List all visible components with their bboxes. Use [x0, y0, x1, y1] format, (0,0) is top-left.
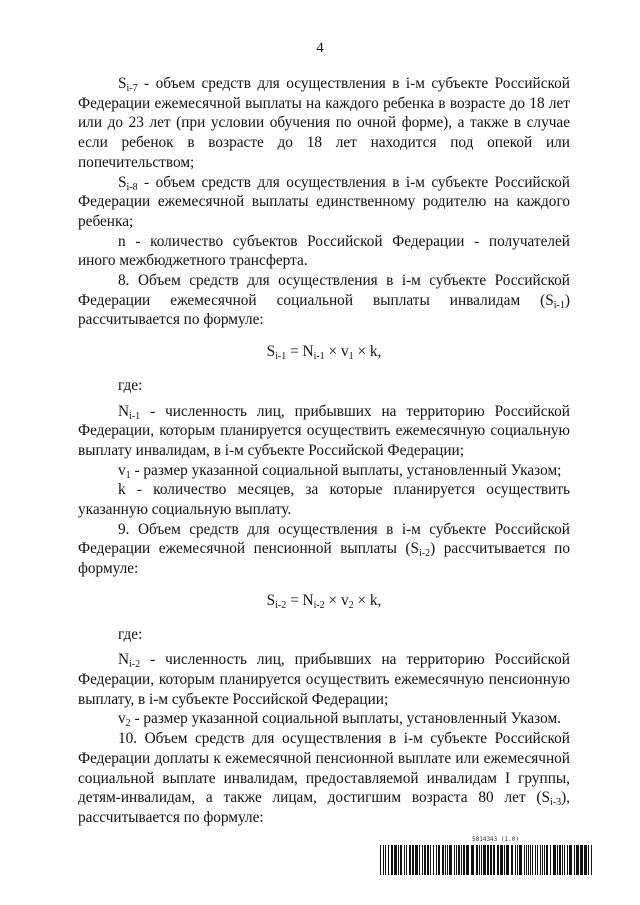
- paragraph-text: ) рассчитывается по формуле:: [78, 291, 570, 329]
- paragraph-9: [78, 520, 570, 579]
- definition-v-2: [78, 709, 570, 729]
- where-label: где:: [118, 376, 143, 394]
- symbol: N: [118, 651, 130, 669]
- paragraph-text: 8. Объем средств для осуществления в i-м субъекте Российской Федерации ежемесячной социальной выплаты инвалидам (S: [78, 272, 570, 309]
- document-body: [78, 74, 570, 828]
- paragraph-text: - размер указанной социальной выплаты, установленный Указом.: [130, 710, 561, 728]
- formula-subscript: i-1: [313, 351, 325, 363]
- formula-subscript: 2: [348, 599, 354, 611]
- symbol-subscript: i-8: [126, 181, 138, 193]
- symbol: v: [118, 710, 126, 728]
- formula-s-i-1: [78, 342, 570, 362]
- paragraph-text: 10. Объем средств для осуществления в i-м субъекте Российской Федерации доплаты к ежемесячной пенсионной выплате или ежемесячной социальной выплате инвалидам, предоставляемой инвалидам I группы, детям-инвалидам, а также лицам, достигшим возраста 80 лет (S: [78, 730, 570, 807]
- paragraph-text: - объем средств для осуществления в i-м субъекте Российской Федерации ежемесячной выплаты единственному родителю на каждого ребенка;: [78, 173, 570, 230]
- symbol: S: [118, 75, 127, 92]
- paragraph-text: ), рассчитывается по формуле:: [78, 789, 570, 826]
- formula-symbol: S: [266, 343, 276, 361]
- formula-subscript: 1: [348, 351, 354, 363]
- symbol-subscript: 2: [125, 718, 131, 730]
- symbol: v: [118, 461, 126, 479]
- barcode-code: 5814343 (1.0): [472, 836, 519, 843]
- formula-part: × v: [324, 591, 349, 609]
- definition-k: [78, 480, 570, 519]
- formula-subscript: i-1: [275, 351, 287, 363]
- page-number: 4: [316, 40, 324, 56]
- where-label: где:: [118, 625, 143, 643]
- symbol-subscript: i-7: [126, 83, 138, 94]
- symbol-subscript: 1: [125, 469, 131, 481]
- barcode-icon: [380, 845, 592, 875]
- paragraph-text: - численность лиц, прибывших на территорию Российской Федерации, которым планируется осуществить ежемесячную пенсионную выплату, в i-м субъекте Российской Федерации;: [78, 651, 570, 708]
- paragraph-text: - численность лиц, прибывших на территорию Российской Федерации, которым планируется осуществить ежемесячную социальную выплату инвалидам, в i-м субъекте Российской Федерации;: [78, 402, 570, 459]
- paragraph-text: - объем средств для осуществления в i-м субъекте Российской Федерации ежемесячной выплаты на каждого ребенка в возрасте до 18 лет или до 23 лет (при условии обучения по очной форме), а также в случае если ребенок в возрасте до 18 лет находится под опекой или попечительством;: [78, 75, 570, 171]
- paragraph-text: k - количество месяцев, за которые планируется осуществить указанную социальную выплату.: [78, 481, 570, 519]
- formula-subscript: i-2: [275, 599, 287, 611]
- symbol-subscript: i-1: [129, 410, 141, 422]
- paragraph-text: 9. Объем средств для осуществления в i-м субъекте Российской Федерации ежемесячной пенсионной выплаты (S: [78, 520, 570, 558]
- symbol: S: [118, 173, 127, 191]
- definition-n-i-1: [78, 402, 570, 461]
- symbol-subscript: i-2: [129, 659, 141, 671]
- formula-part: = N: [286, 591, 314, 609]
- formula-part: × k,: [353, 591, 382, 609]
- formula-part: × k,: [353, 343, 382, 361]
- document-barcode: [380, 836, 592, 876]
- paragraph-10: [78, 729, 570, 828]
- paragraph-n: [78, 232, 570, 271]
- formula-subscript: i-2: [313, 599, 325, 611]
- paragraph-s-i-7: [78, 74, 570, 173]
- definition-n-i-2: [78, 650, 570, 709]
- paragraph-text: n - количество субъектов Российской Федерации - получателей иного межбюджетного трансферта.: [78, 232, 570, 270]
- formula-part: × v: [324, 343, 349, 361]
- paragraph-text: ) рассчитывается по формуле:: [78, 540, 570, 578]
- formula-s-i-2: [78, 591, 570, 611]
- definition-v-1: [78, 461, 570, 481]
- formula-part: = N: [286, 343, 314, 361]
- symbol-subscript: i-2: [419, 548, 431, 560]
- symbol: N: [118, 402, 130, 420]
- symbol-subscript: i-3: [549, 797, 562, 809]
- formula-symbol: S: [266, 591, 276, 609]
- paragraph-8: [78, 271, 570, 330]
- paragraph-s-i-8: [78, 173, 570, 232]
- symbol-subscript: i-1: [553, 299, 565, 311]
- paragraph-text: - размер указанной социальной выплаты, установленный Указом;: [130, 461, 562, 479]
